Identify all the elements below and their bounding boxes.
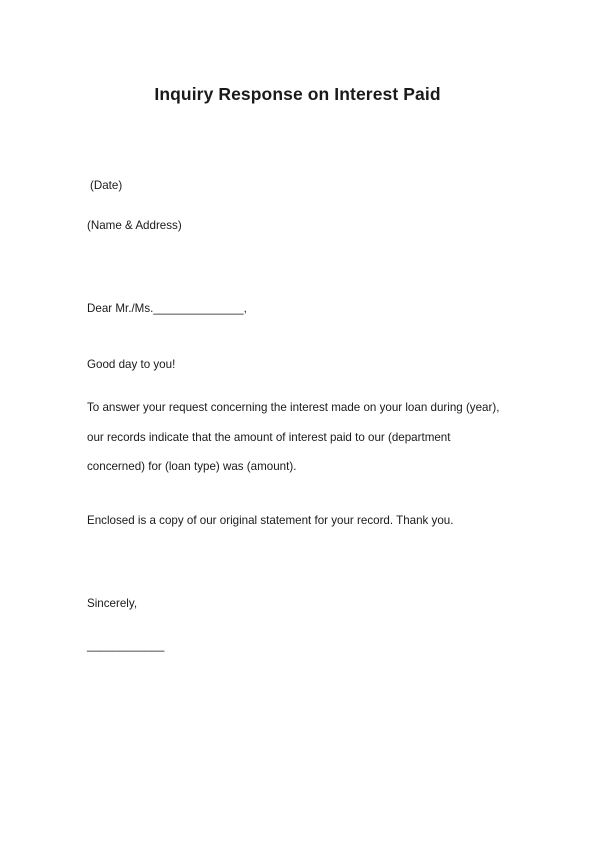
letter-title: Inquiry Response on Interest Paid (154, 84, 441, 104)
body-line-1: To answer your request concerning the interest made on your loan during (year), (87, 401, 500, 414)
closing: Sincerely, (87, 597, 138, 610)
signature-line: ____________ (87, 639, 165, 652)
name-address-placeholder: (Name & Address) (87, 219, 182, 232)
enclosure-note: Enclosed is a copy of our original statement for your record. Thank you. (87, 514, 454, 527)
salutation: Dear Mr./Ms.______________, (87, 302, 247, 315)
body-line-2: our records indicate that the amount of interest paid to our (department (87, 431, 451, 444)
body-line-3: concerned) for (loan type) was (amount). (87, 460, 297, 473)
greeting: Good day to you! (87, 358, 176, 371)
date-placeholder: (Date) (90, 179, 123, 192)
